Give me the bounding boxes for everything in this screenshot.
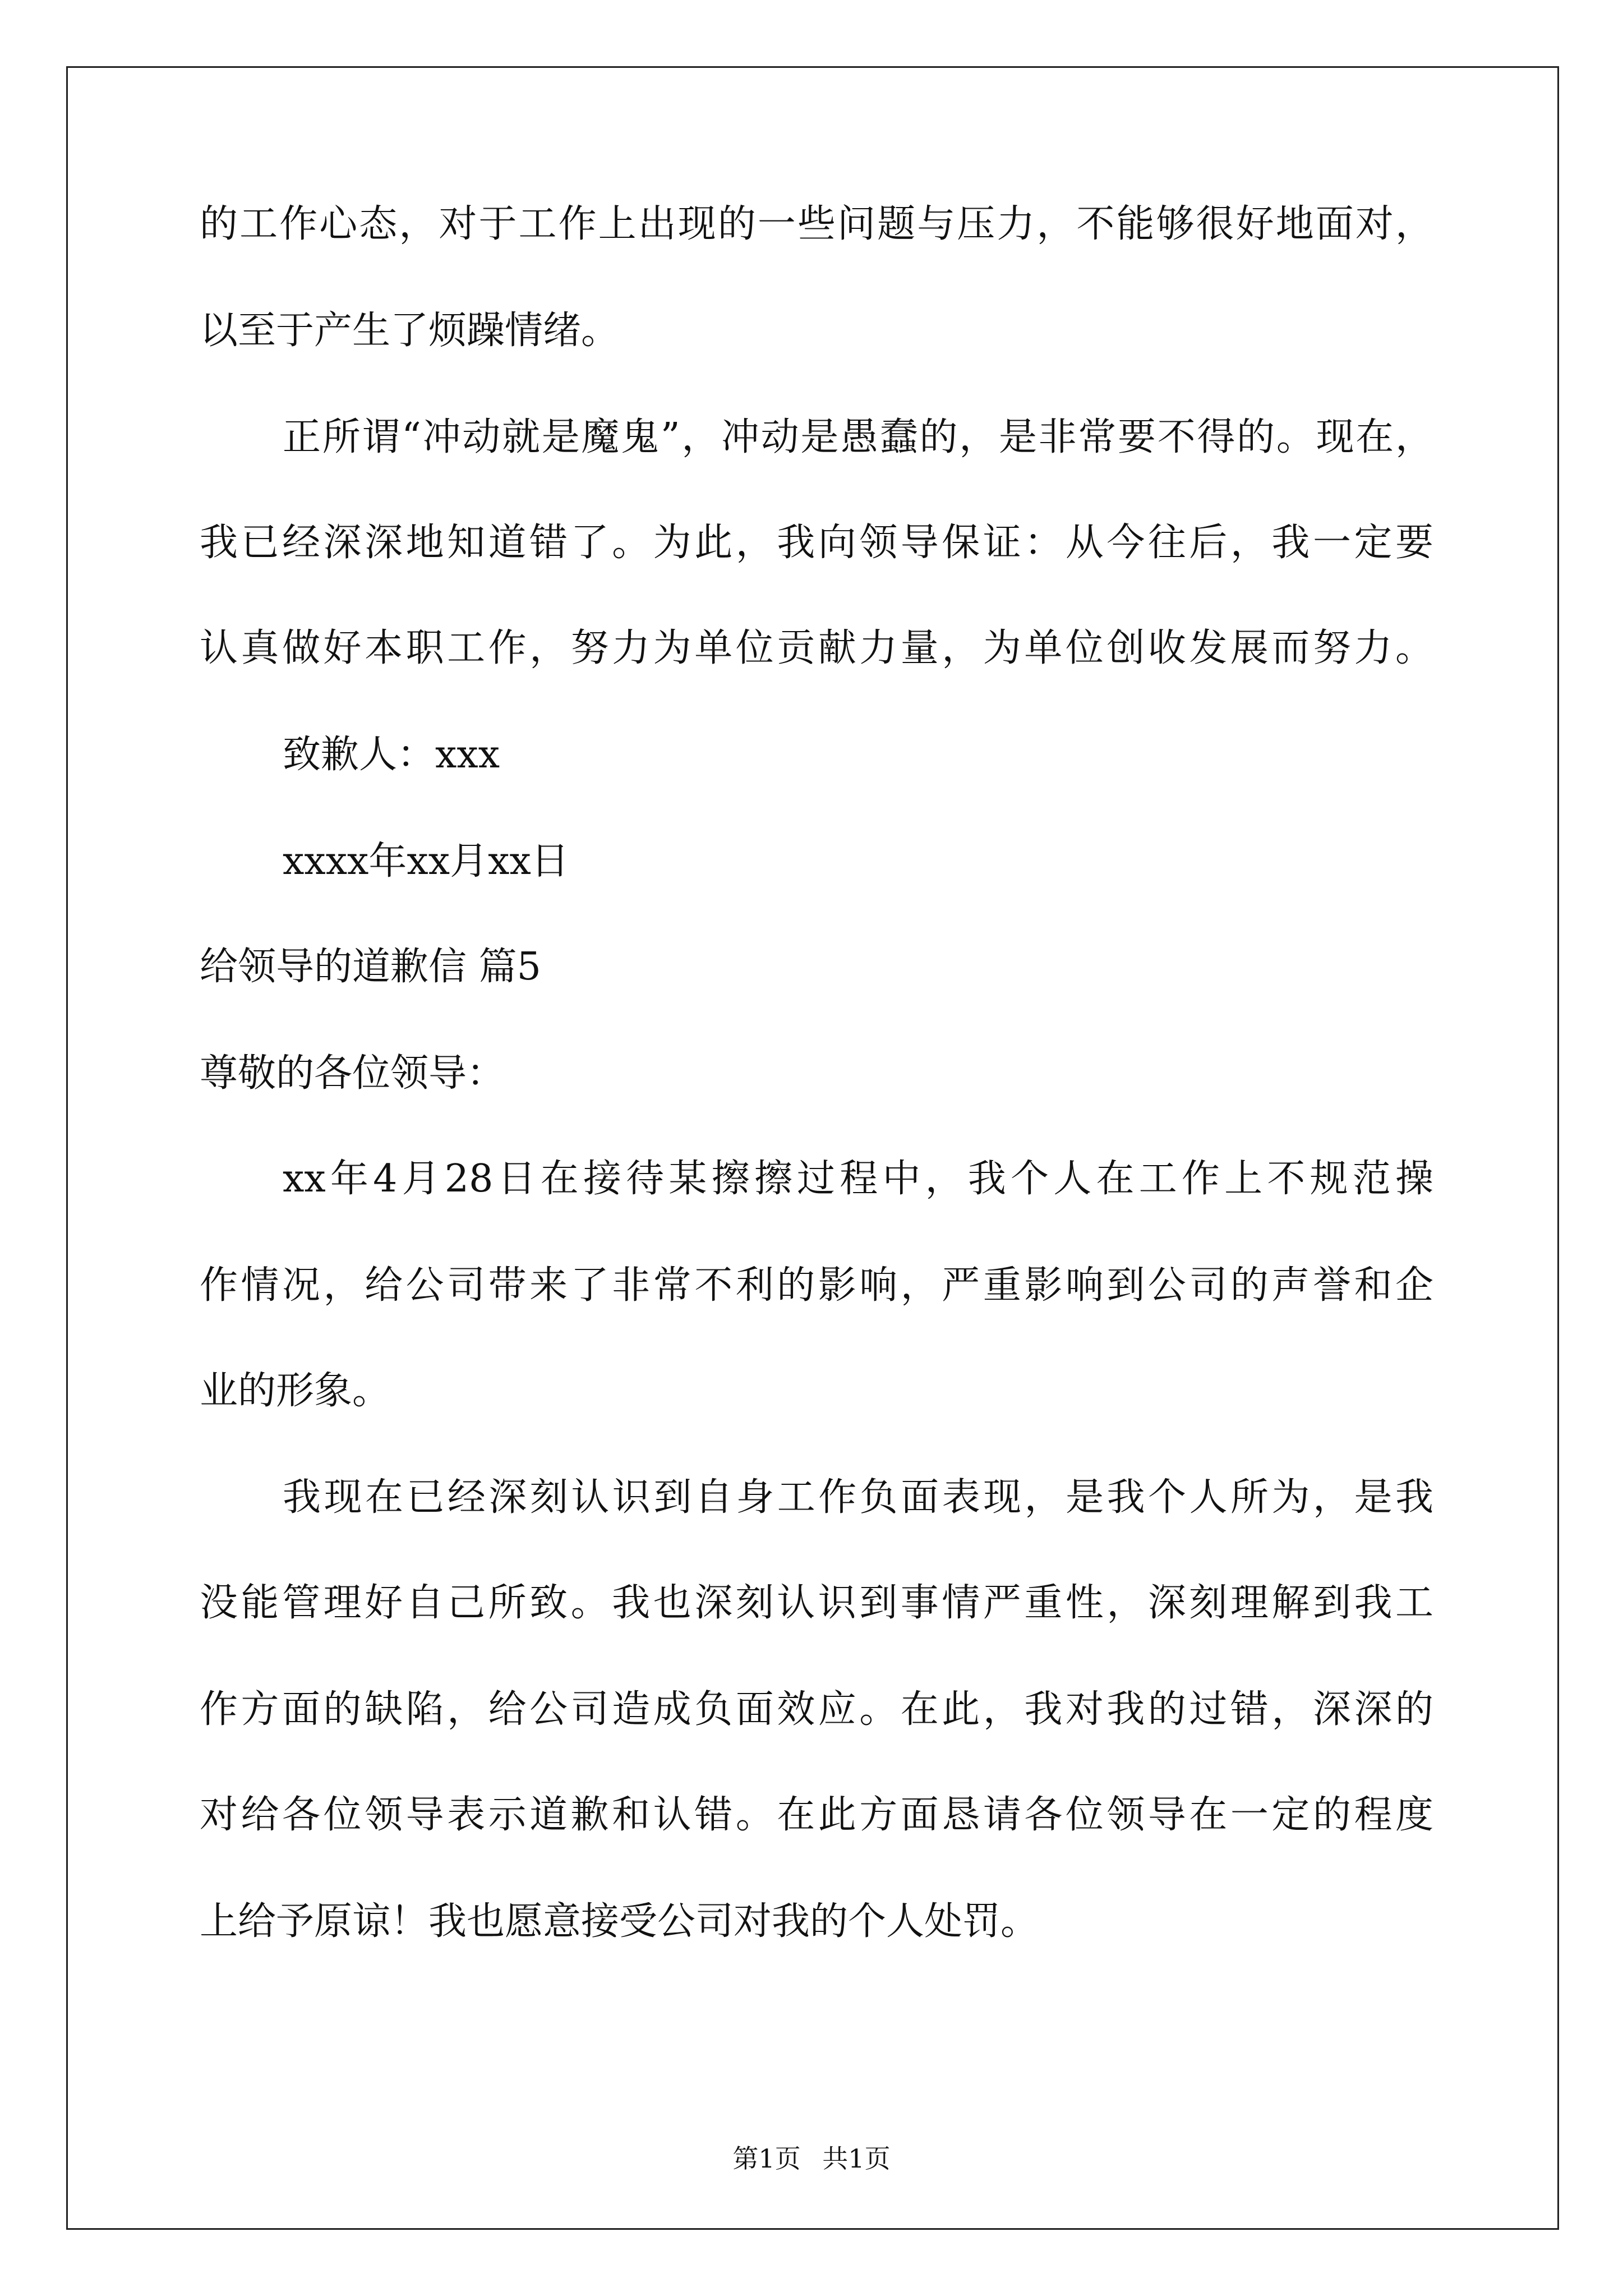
- date-line: xxxx年xx月xx日: [283, 839, 569, 884]
- body-line: 的工作心态，对于工作上出现的一些问题与压力，不能够很好地面对，: [200, 202, 1433, 246]
- page-number-footer: 第1页 共1页: [732, 2143, 891, 2174]
- body-line: 正所谓“冲动就是魔鬼”，冲动是愚蠢的，是非常要不得的。现在，: [283, 415, 1433, 459]
- signature-line: 致歉人：xxx: [283, 733, 500, 777]
- body-line: 业的形象。: [200, 1369, 391, 1413]
- body-line: 认真做好本职工作，努力为单位贡献力量，为单位创收发展而努力。: [200, 626, 1433, 670]
- body-line: 作方面的缺陷，给公司造成负面效应。在此，我对我的过错，深深的: [200, 1687, 1433, 1732]
- section-heading: 给领导的道歉信 篇5: [200, 945, 541, 989]
- body-line: 我现在已经深刻认识到自身工作负面表现，是我个人所为，是我: [283, 1475, 1433, 1520]
- body-line: 上给予原谅！我也愿意接受公司对我的个人处罚。: [200, 1899, 1039, 1944]
- body-line: 作情况，给公司带来了非常不利的影响，严重影响到公司的声誉和企: [200, 1263, 1433, 1308]
- body-line: 以至于产生了烦躁情绪。: [200, 309, 620, 353]
- body-line: 没能管理好自己所致。我也深刻认识到事情严重性，深刻理解到我工: [200, 1581, 1433, 1625]
- body-line: 我已经深深地知道错了。为此，我向领导保证：从今往后，我一定要: [200, 521, 1433, 565]
- body-line: xx年4月28日在接待某擦擦过程中，我个人在工作上不规范操: [283, 1157, 1433, 1201]
- salutation: 尊敬的各位领导：: [200, 1051, 505, 1096]
- body-line: 对给各位领导表示道歉和认错。在此方面恳请各位领导在一定的程度: [200, 1793, 1433, 1837]
